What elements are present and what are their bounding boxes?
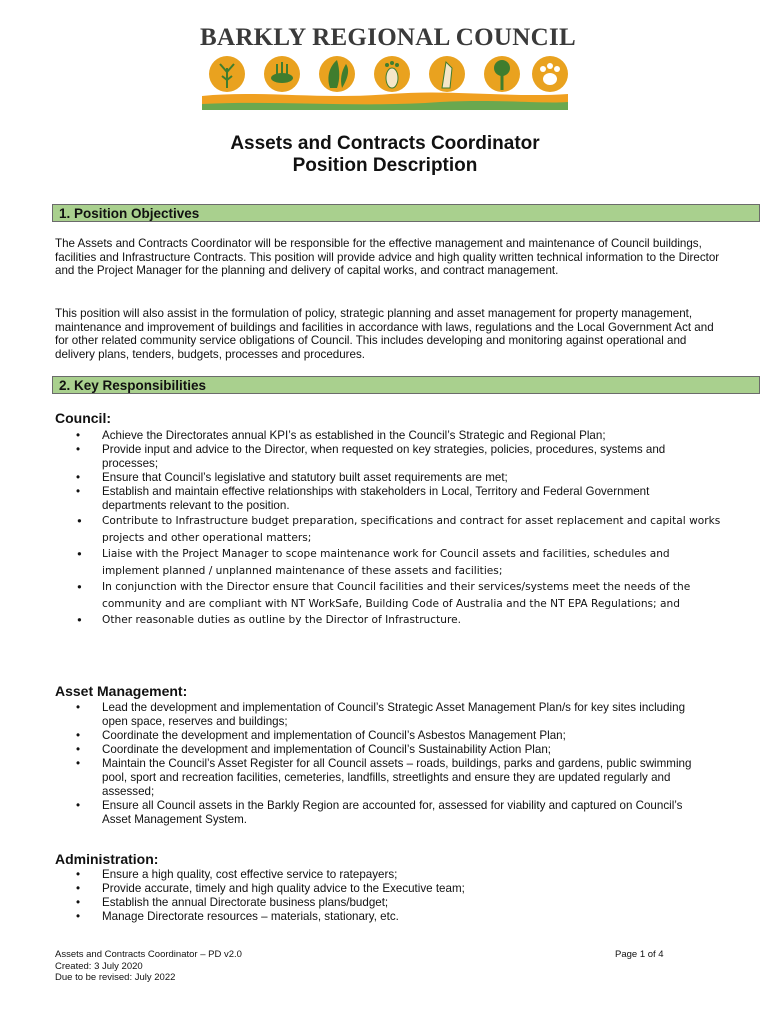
bullet-icon: • (76, 443, 81, 456)
bullet-icon: • (76, 701, 81, 714)
list-item: • Establish and maintain effective relationships with stakeholders in Local, Territory and Federal Government departments relevant to the position. (76, 485, 650, 512)
list-item: • Ensure all Council assets in the Barkly Region are accounted for, assessed for viability and captured on Council’s Asset Management System. (76, 799, 683, 826)
list-item: • Coordinate the development and implementation of Council’s Asbestos Management Plan; (76, 729, 566, 742)
bullet-icon: • (76, 910, 81, 923)
list-item: • Maintain the Council’s Asset Register for all Council assets – roads, buildings, parks and gardens, public swimming pool, sport and recreation facilities, cemeteries, landfills, streetlights and ensure they are updated regularly and assessed; (76, 757, 692, 798)
bullet-icon: • (76, 514, 83, 528)
page-number: Page 1 of 4 (615, 949, 664, 960)
subheading-administration: Administration: (55, 851, 159, 867)
list-item: • Other reasonable duties as outline by the Director of Infrastructure. (76, 613, 461, 627)
bullet-icon: • (76, 882, 81, 895)
bullet-icon: • (76, 580, 83, 594)
bullet-icon: • (76, 799, 81, 812)
bullet-icon: • (76, 547, 83, 561)
logo-emblems (200, 54, 570, 114)
list-item: • Achieve the Directorates annual KPI’s as established in the Council’s Strategic and Regional Plan; (76, 429, 606, 442)
list-item: • Contribute to Infrastructure budget preparation, specifications and contract for asset replacement and capital works projects and other operational matters; (76, 514, 721, 544)
bullet-icon: • (76, 729, 81, 742)
list-item: • Ensure a high quality, cost effective service to ratepayers; (76, 868, 398, 881)
bullet-icon: • (76, 471, 81, 484)
list-item: • Lead the development and implementation of Council’s Strategic Asset Management Plan/s for key sites including open space, reserves and buildings; (76, 701, 686, 728)
list-item: • Ensure that Council’s legislative and statutory built asset requirements are met; (76, 471, 508, 484)
bullet-icon: • (76, 613, 83, 627)
council-responsibilities-list (0, 429, 770, 629)
list-item: • Manage Directorate resources – materials, stationary, etc. (76, 910, 399, 923)
bullet-icon: • (76, 743, 81, 756)
list-item: • Liaise with the Project Manager to scope maintenance work for Council assets and facilities, schedules and implement planned / unplanned maintenance of these assets and facilities; (76, 547, 670, 577)
list-item: • In conjunction with the Director ensure that Council facilities and their services/systems meet the needs of the community and are compliant with NT WorkSafe, Building Code of Australia and the NT EPA Regulations; and (76, 580, 691, 610)
bullet-icon: • (76, 896, 81, 909)
list-item: • Provide input and advice to the Director, when requested on key strategies, policies, procedures, systems and processes; (76, 443, 666, 470)
list-item: • Provide accurate, timely and high quality advice to the Executive team; (76, 882, 465, 895)
bullet-icon: • (76, 485, 81, 498)
asset-management-list (0, 701, 770, 827)
bullet-icon: • (76, 429, 81, 442)
subheading-asset-management: Asset Management: (55, 683, 188, 699)
bullet-icon: • (76, 757, 81, 770)
list-item: • Establish the annual Directorate business plans/budget; (76, 896, 389, 909)
document-title: Assets and Contracts Coordinator (230, 133, 540, 154)
section-heading-position-objectives: 1. Position Objectives (52, 204, 760, 222)
objectives-paragraph-1: The Assets and Contracts Coordinator will be responsible for the effective management and maintenance of Council buildings, facilities and Infrastructure Contracts. This position will provide advice and high quality written technical information to the Director and the Project Manager for the planning and delivery of capital works, and contract management. (55, 237, 720, 278)
council-logo (200, 24, 576, 114)
bullet-icon: • (76, 868, 81, 881)
footer-created-date: Created: 3 July 2020 (55, 960, 143, 972)
subheading-council: Council: (55, 410, 111, 426)
list-item: • Coordinate the development and implementation of Council’s Sustainability Action Plan; (76, 743, 551, 756)
document-subtitle: Position Description (292, 155, 478, 176)
footer-revision-date: Due to be revised: July 2022 (55, 972, 176, 983)
footer (55, 949, 242, 984)
footer-doc-version: Assets and Contracts Coordinator – PD v2.0 (55, 949, 242, 960)
org-name: BARKLY REGIONAL COUNCIL (200, 24, 576, 51)
section-heading-key-responsibilities: 2. Key Responsibilities (52, 376, 760, 394)
administration-list (0, 868, 770, 924)
objectives-paragraph-2: This position will also assist in the formulation of policy, strategic planning and asset management for property management, maintenance and improvement of buildings and facilities in accordance with laws, regulations and the Local Government Act and for other related community service obligations of Council. This includes developing and monitoring against operational and delivery plans, tenders, budgets, processes and procedures. (55, 307, 714, 361)
